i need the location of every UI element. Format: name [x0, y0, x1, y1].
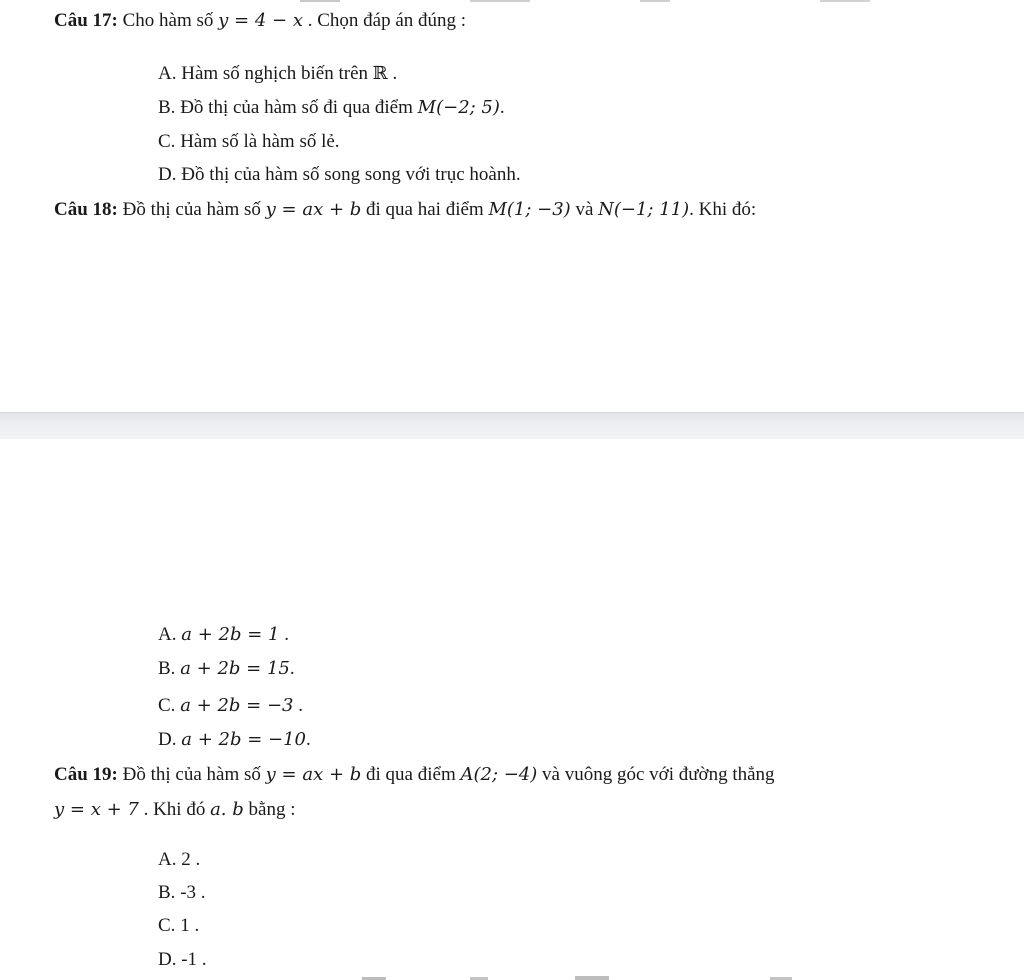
option-text: 1 . — [180, 915, 200, 936]
question-18-text-pre: Đồ thị của hàm số — [117, 199, 266, 220]
question-18-text-and: và — [570, 199, 599, 220]
option-letter: A. — [158, 849, 177, 870]
question-19-text-mid: đi qua điểm — [361, 764, 461, 785]
question-18-text-mid: đi qua hai điểm — [361, 199, 489, 220]
option-letter: A. — [158, 624, 177, 645]
option-letter: A. — [158, 63, 177, 84]
option-text: Đồ thị của hàm số song song với trục hoành. — [181, 164, 521, 185]
option-text: Hàm số là hàm số lẻ. — [180, 131, 340, 152]
option-letter: D. — [158, 164, 177, 185]
option-math: a + 2b = −3 — [180, 695, 294, 716]
option-tail: . — [279, 624, 289, 645]
question-18-point-n: N(−1; 11) — [598, 199, 690, 220]
option-math: M(−2; 5) — [417, 97, 500, 118]
question-18-option-c — [158, 694, 303, 718]
option-letter: C. — [158, 915, 176, 936]
option-letter: C. — [158, 131, 176, 152]
question-18-stem — [54, 198, 756, 222]
question-19-stem-line-2 — [54, 798, 296, 822]
question-18-point-m: M(1; −3) — [488, 199, 571, 220]
option-text: Hàm số nghịch biến trên — [181, 63, 373, 84]
top-edge-artifacts — [0, 0, 1024, 4]
question-19-line2-tail: bằng : — [243, 799, 296, 820]
option-letter: D. — [158, 949, 177, 970]
option-letter: B. — [158, 658, 176, 679]
option-math: a + 2b = −10 — [181, 729, 306, 750]
question-17-option-d — [158, 163, 521, 187]
question-19-point-a: A(2; −4) — [460, 764, 538, 785]
option-text: -3 . — [180, 882, 206, 903]
option-math: ℝ — [372, 63, 388, 84]
question-19-stem-line-1 — [54, 763, 775, 787]
option-text: 2 . — [181, 849, 201, 870]
question-17-text-post: . Chọn đáp án đúng : — [302, 10, 467, 31]
question-18-function: y = ax + b — [265, 199, 362, 220]
option-tail: . — [289, 658, 295, 679]
question-18-text-post: . Khi đó: — [689, 199, 757, 220]
question-19-text-post: và vuông góc với đường thẳng — [537, 764, 775, 785]
question-18-label: Câu 18: — [54, 199, 118, 220]
option-letter: B. — [158, 97, 176, 118]
bottom-edge-artifacts — [0, 964, 1024, 980]
question-17-text-pre: Cho hàm số — [117, 10, 219, 31]
question-17-stem — [54, 9, 466, 33]
option-letter: B. — [158, 882, 176, 903]
screenshot-separator-band — [0, 412, 1024, 439]
question-19-option-c — [158, 914, 199, 938]
question-19-option-b — [158, 881, 206, 905]
option-math: a + 2b = 1 — [181, 624, 280, 645]
option-text: Đồ thị của hàm số đi qua điểm — [180, 97, 418, 118]
question-18-option-d — [158, 728, 311, 752]
question-19-product: a. b — [210, 799, 244, 820]
question-19-label: Câu 19: — [54, 764, 118, 785]
question-17-option-a — [158, 62, 397, 86]
question-17-option-c — [158, 130, 340, 154]
question-19-text-pre: Đồ thị của hàm số — [117, 764, 266, 785]
option-tail: . — [293, 695, 303, 716]
option-tail: . — [305, 729, 311, 750]
question-18-option-b — [158, 657, 295, 681]
question-19-option-a — [158, 848, 200, 872]
question-19-line2-text: . Khi đó — [138, 799, 211, 820]
option-tail: . — [387, 63, 398, 84]
question-17-option-b — [158, 96, 505, 120]
question-17-label: Câu 17: — [54, 10, 118, 31]
option-text: -1 . — [181, 949, 207, 970]
question-18-option-a — [158, 623, 289, 647]
question-19-function: y = ax + b — [265, 764, 362, 785]
option-letter: D. — [158, 729, 177, 750]
option-math: a + 2b = 15 — [180, 658, 290, 679]
option-tail: . — [499, 97, 505, 118]
question-19-line-equation: y = x + 7 — [54, 799, 139, 820]
question-17-function: y = 4 − x — [218, 10, 303, 31]
option-letter: C. — [158, 695, 176, 716]
